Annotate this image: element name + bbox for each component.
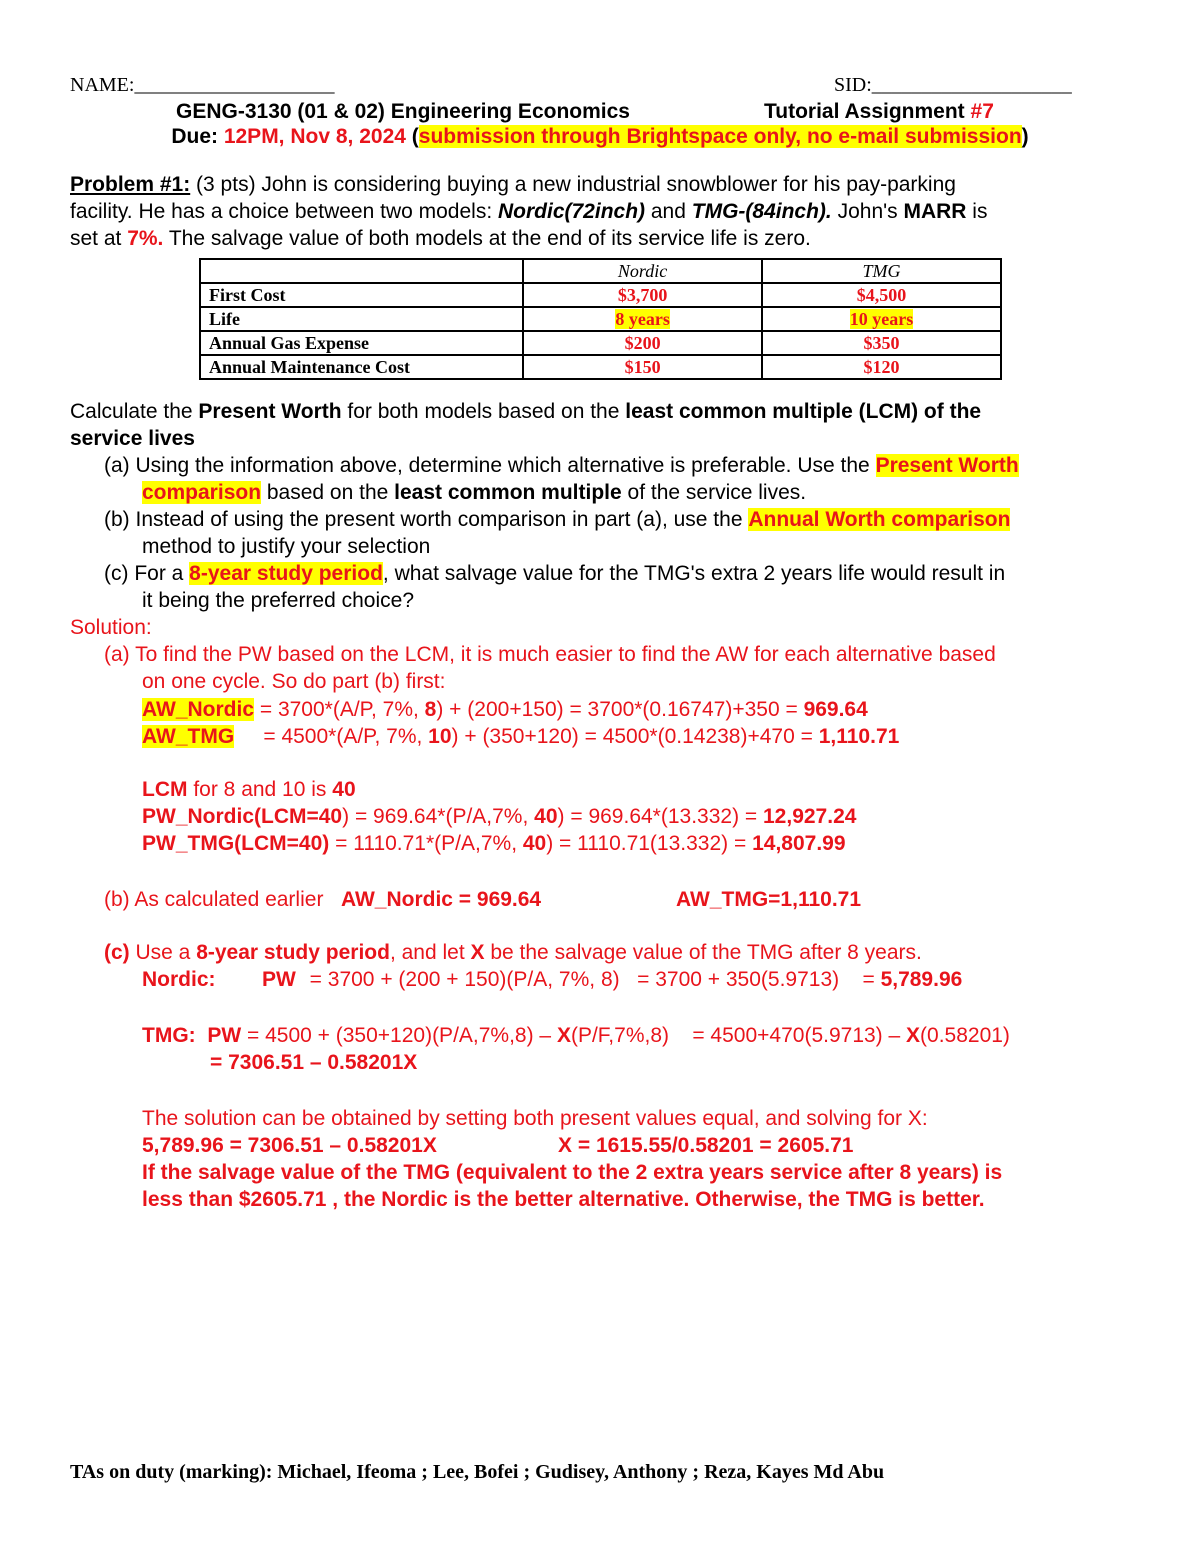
solution-b-line: (b) As calculated earlier AW_Nordic = 969.64 AW_TMG=1,110.71 <box>104 888 862 911</box>
tmg-value: $350 <box>762 331 1001 355</box>
nordic-value: 8 years <box>523 307 762 331</box>
aw-tmg-line: AW_TMG = 4500*(A/P, 7%, 10) + (350+120) = 4500*(0.14238)+470 = 1,110.71 <box>142 725 900 748</box>
question-c-line-2: it being the preferred choice? <box>142 589 415 612</box>
calc-line-1: Calculate the Present Worth for both models based on the least common multiple (LCM) of the <box>70 400 982 423</box>
name-field: NAME:____________________ <box>70 74 335 96</box>
solution-c-line: (c) Use a 8-year study period, and let X be the salvage value of the TMG after 8 years. <box>104 941 922 964</box>
calc-line-2: service lives <box>70 427 195 450</box>
tmg-value: $120 <box>762 355 1001 379</box>
table-header-row <box>200 259 1001 283</box>
row-label: Annual Maintenance Cost <box>200 355 523 379</box>
problem-line-3: set at 7%. The salvage value of both models at the end of its service life is zero. <box>70 227 811 250</box>
due-line: Due: 12PM, Nov 8, 2024 (submission through Brightspace only, no e-mail submission) <box>171 125 1029 148</box>
row-label: First Cost <box>200 283 523 307</box>
row-label: Annual Gas Expense <box>200 331 523 355</box>
tmg-pw-line-2: = 7306.51 – 0.58201X <box>210 1051 418 1074</box>
problem-line-1: Problem #1: (3 pts) John is considering buying a new industrial snowblower for his pay-parking <box>70 173 956 196</box>
lcm-line: LCM for 8 and 10 is 40 <box>142 778 356 801</box>
solution-a-line-2: on one cycle. So do part (b) first: <box>142 670 446 693</box>
question-b-line-1: (b) Instead of using the present worth comparison in part (a), use the Annual Worth comparison <box>104 508 1011 531</box>
question-c-line-1: (c) For a 8-year study period, what salvage value for the TMG's extra 2 years life would result in <box>104 562 1006 585</box>
table-row <box>200 283 1001 307</box>
solution-heading: Solution: <box>70 616 152 639</box>
table-row <box>200 355 1001 379</box>
col-tmg-header: TMG <box>762 259 1001 283</box>
tas-footer: TAs on duty (marking): Michael, Ifeoma ; Lee, Bofei ; Gudisey, Anthony ; Reza, Kayes Md Abu <box>70 1461 885 1483</box>
pw-nordic-line: PW_Nordic(LCM=40) = 969.64*(P/A,7%, 40) = 969.64*(13.332) = 12,927.24 <box>142 805 857 828</box>
cost-table <box>199 258 1002 380</box>
question-a-line-2: comparison based on the least common multiple of the service lives. <box>142 481 807 504</box>
course-title: GENG-3130 (01 & 02) Engineering Economics <box>176 100 630 123</box>
solve-eq-1: 5,789.96 = 7306.51 – 0.58201X <box>142 1134 437 1157</box>
assignment-title: Tutorial Assignment #7 <box>764 100 994 123</box>
table-row <box>200 307 1001 331</box>
nordic-value: $3,700 <box>523 283 762 307</box>
sid-field: SID:____________________ <box>834 74 1072 96</box>
nordic-value: $150 <box>523 355 762 379</box>
tmg-value: $4,500 <box>762 283 1001 307</box>
tmg-value: 10 years <box>762 307 1001 331</box>
solve-eq-2: X = 1615.55/0.58201 = 2605.71 <box>558 1134 854 1157</box>
solve-text: The solution can be obtained by setting both present values equal, and solving for X: <box>142 1107 928 1130</box>
nordic-pw-line: Nordic: PW = 3700 + (200 + 150)(P/A, 7%, 8) = 3700 + 350(5.9713) = 5,789.96 <box>142 968 963 991</box>
solution-a-line-1: (a) To find the PW based on the LCM, it is much easier to find the AW for each alternative based <box>104 643 996 666</box>
nordic-value: $200 <box>523 331 762 355</box>
problem-line-2: facility. He has a choice between two models: Nordic(72inch) and TMG-(84inch). John's MARR is <box>70 200 988 223</box>
table-row <box>200 331 1001 355</box>
row-label: Life <box>200 307 523 331</box>
conclusion-line-2: less than $2605.71 , the Nordic is the better alternative. Otherwise, the TMG is better. <box>142 1188 985 1211</box>
pw-tmg-line: PW_TMG(LCM=40) = 1110.71*(P/A,7%, 40) = 1110.71(13.332) = 14,807.99 <box>142 832 846 855</box>
aw-nordic-line: AW_Nordic = 3700*(A/P, 7%, 8) + (200+150) = 3700*(0.16747)+350 = 969.64 <box>142 698 868 721</box>
question-a-line-1: (a) Using the information above, determine which alternative is preferable. Use the Present Worth <box>104 454 1019 477</box>
table-header-empty <box>200 259 523 283</box>
question-b-line-2: method to justify your selection <box>142 535 431 558</box>
col-nordic-header: Nordic <box>523 259 762 283</box>
conclusion-line-1: If the salvage value of the TMG (equivalent to the 2 extra years service after 8 years) is <box>142 1161 1003 1184</box>
problem-heading: Problem #1: <box>70 173 191 196</box>
tmg-pw-line: TMG: PW = 4500 + (350+120)(P/A,7%,8) – X(P/F,7%,8) = 4500+470(5.9713) – X(0.58201) <box>142 1024 1010 1047</box>
